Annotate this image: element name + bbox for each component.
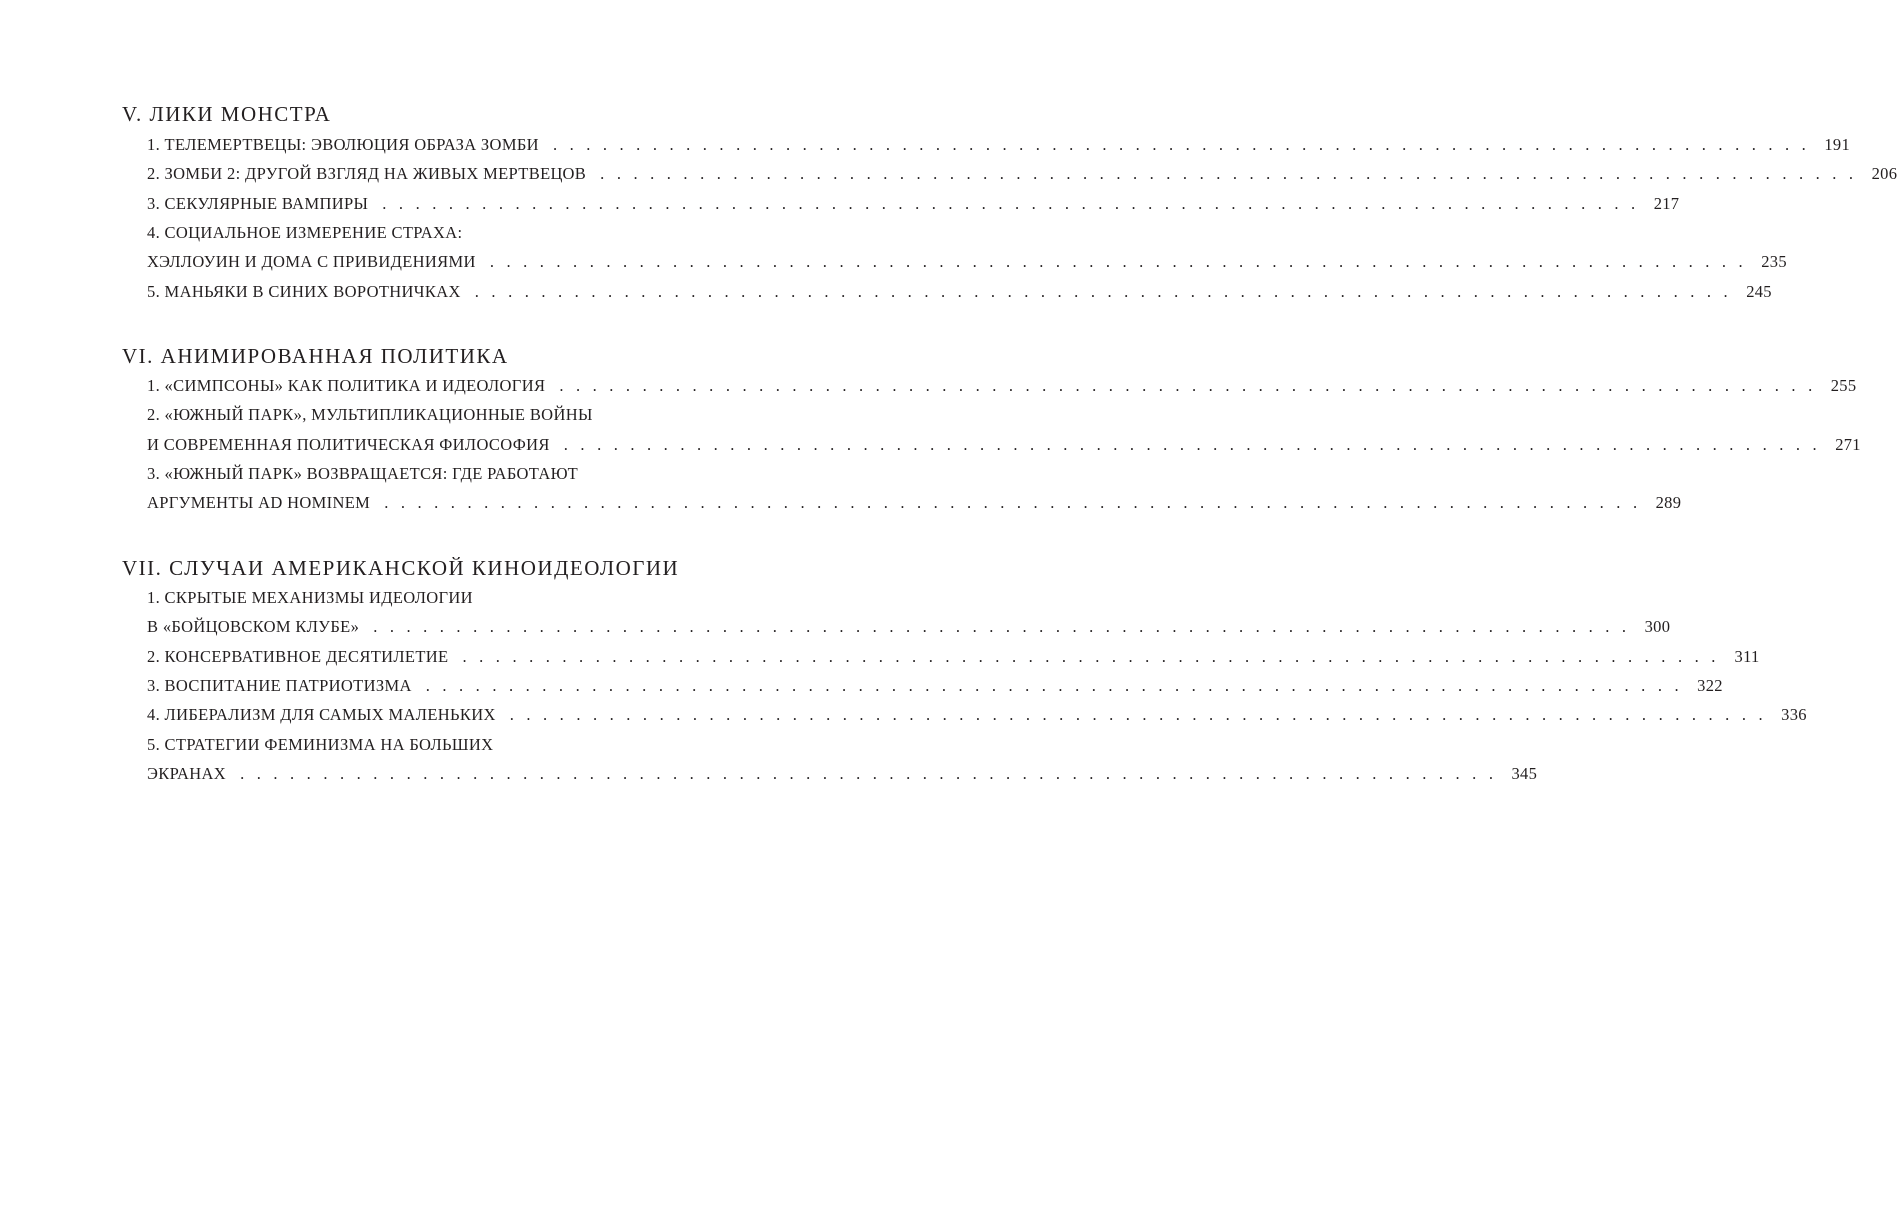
toc-entry[interactable] (147, 400, 1861, 459)
page-number: 255 (1830, 376, 1857, 395)
page-number: 311 (1734, 646, 1760, 666)
toc-entry[interactable] (147, 642, 1760, 671)
dot-leader: . . . . . . . . . . . . . . . . . . . . . . . . . . . . . . . . . . . . . . . . . . . . . . . . . . . . . . . . . . . . . . . . . . . . . . . . . . . . (382, 193, 1640, 213)
page-number: 217 (1653, 193, 1680, 213)
dot-leader: . . . . . . . . . . . . . . . . . . . . . . . . . . . . . . . . . . . . . . . . . . . . . . . . . . . . . . . . . . . . . . . . . . . . . . . . . . . . (373, 617, 1631, 637)
entry-title: 2. ЗОМБИ 2: ДРУГОЙ ВЗГЛЯД НА ЖИВЫХ МЕРТВЕЦОВ (147, 164, 587, 184)
section-title: V. ЛИКИ МОНСТРА (122, 102, 332, 126)
entry-title: ХЭЛЛОУИН И ДОМА С ПРИВИДЕНИЯМИ (147, 252, 476, 272)
dot-leader: . . . . . . . . . . . . . . . . . . . . . . . . . . . . . . . . . . . . . . . . . . . . . . . . . . . . . . . . . . . . . . . . . . . . . . . . . . . . (552, 135, 1811, 154)
page-number: 271 (1835, 434, 1861, 454)
page-number: 336 (1781, 705, 1807, 725)
entry-title-line: 1. СКРЫТЫЕ МЕХАНИЗМЫ ИДЕОЛОГИИ (147, 588, 473, 607)
page-number: 322 (1697, 675, 1723, 695)
entry-title: 1. «СИМПСОНЫ» КАК ПОЛИТИКА И ИДЕОЛОГИЯ (147, 376, 546, 395)
page-number: 235 (1761, 252, 1787, 272)
toc-entry[interactable] (147, 159, 1897, 188)
page-number: 206 (1871, 164, 1897, 184)
entry-title: 4. ЛИБЕРАЛИЗМ ДЛЯ САМЫХ МАЛЕНЬКИХ (147, 705, 496, 725)
entry-title: 3. СЕКУЛЯРНЫЕ ВАМПИРЫ (147, 193, 369, 213)
toc-entry[interactable] (147, 459, 1682, 518)
entry-title-line: 4. СОЦИАЛЬНОЕ ИЗМЕРЕНИЕ СТРАХА: (147, 222, 463, 242)
page-number: 245 (1746, 281, 1772, 301)
toc-entry[interactable] (147, 189, 1680, 218)
toc-entry[interactable] (147, 671, 1723, 700)
dot-leader: . . . . . . . . . . . . . . . . . . . . . . . . . . . . . . . . . . . . . . . . . . . . . . . . . . . . . . . . . . . . . . . . . . . . . . . . . . . . (240, 763, 1498, 783)
toc-entry[interactable] (147, 277, 1772, 306)
dot-leader: . . . . . . . . . . . . . . . . . . . . . . . . . . . . . . . . . . . . . . . . . . . . . . . . . . . . . . . . . . . . . . . . . . . . . . . . . . . . (462, 646, 1720, 666)
entry-title: 1. ТЕЛЕМЕРТВЕЦЫ: ЭВОЛЮЦИЯ ОБРАЗА ЗОМБИ (147, 135, 539, 154)
dot-leader: . . . . . . . . . . . . . . . . . . . . . . . . . . . . . . . . . . . . . . . . . . . . . . . . . . . . . . . . . . . . . . . . . . . . . . . . . . . . (563, 434, 1821, 454)
dot-leader: . . . . . . . . . . . . . . . . . . . . . . . . . . . . . . . . . . . . . . . . . . . . . . . . . . . . . . . . . . . . . . . . . . . . . . . . . . . . (474, 281, 1732, 301)
page-number: 300 (1644, 617, 1671, 637)
toc-entry[interactable] (147, 130, 1851, 159)
page-number: 289 (1655, 493, 1682, 513)
dot-leader: . . . . . . . . . . . . . . . . . . . . . . . . . . . . . . . . . . . . . . . . . . . . . . . . . . . . . . . . . . . . . . . . . . . . . . . . . . . . (384, 493, 1642, 513)
toc-entry[interactable] (147, 218, 1787, 277)
page-number: 191 (1824, 135, 1851, 154)
entry-title: ЭКРАНАХ (147, 763, 227, 783)
dot-leader: . . . . . . . . . . . . . . . . . . . . . . . . . . . . . . . . . . . . . . . . . . . . . . . . . . . . . . . . . . . . . . . . . . . . . . . . . . . . (425, 675, 1683, 695)
dot-leader: . . . . . . . . . . . . . . . . . . . . . . . . . . . . . . . . . . . . . . . . . . . . . . . . . . . . . . . . . . . . . . . . . . . . . . . . . . . . (600, 164, 1858, 184)
page-number: 345 (1511, 763, 1538, 783)
toc-entry[interactable] (147, 730, 1538, 789)
entry-title: И СОВРЕМЕННАЯ ПОЛИТИЧЕСКАЯ ФИЛОСОФИЯ (147, 434, 550, 454)
entry-title-line: 5. СТРАТЕГИИ ФЕМИНИЗМА НА БОЛЬШИХ (147, 734, 494, 754)
section-title: VII. СЛУЧАИ АМЕРИКАНСКОЙ КИНОИДЕОЛОГИИ (122, 556, 680, 580)
entry-title: В «БОЙЦОВСКОМ КЛУБЕ» (147, 617, 360, 637)
entry-title: АРГУМЕНТЫ AD HOMINEM (147, 493, 371, 513)
entry-title-line: 2. «ЮЖНЫЙ ПАРК», МУЛЬТИПЛИКАЦИОННЫЕ ВОЙНЫ (147, 405, 593, 425)
entry-title: 3. ВОСПИТАНИЕ ПАТРИОТИЗМА (147, 675, 412, 695)
dot-leader: . . . . . . . . . . . . . . . . . . . . . . . . . . . . . . . . . . . . . . . . . . . . . . . . . . . . . . . . . . . . . . . . . . . . . . . . . . . . (509, 705, 1767, 725)
dot-leader: . . . . . . . . . . . . . . . . . . . . . . . . . . . . . . . . . . . . . . . . . . . . . . . . . . . . . . . . . . . . . . . . . . . . . . . . . . . . (489, 252, 1747, 272)
section-title: VI. АНИМИРОВАННАЯ ПОЛИТИКА (122, 344, 509, 368)
entry-title: 5. МАНЬЯКИ В СИНИХ ВОРОТНИЧКАХ (147, 281, 461, 301)
toc-entry[interactable] (147, 700, 1807, 729)
dot-leader: . . . . . . . . . . . . . . . . . . . . . . . . . . . . . . . . . . . . . . . . . . . . . . . . . . . . . . . . . . . . . . . . . . . . . . . . . . . . (559, 376, 1817, 395)
toc-entry[interactable] (147, 371, 1857, 400)
entry-title: 2. КОНСЕРВАТИВНОЕ ДЕСЯТИЛЕТИЕ (147, 646, 449, 666)
toc-entry[interactable] (147, 583, 1671, 642)
entry-title-line: 3. «ЮЖНЫЙ ПАРК» ВОЗВРАЩАЕТСЯ: ГДЕ РАБОТАЮТ (147, 463, 578, 483)
